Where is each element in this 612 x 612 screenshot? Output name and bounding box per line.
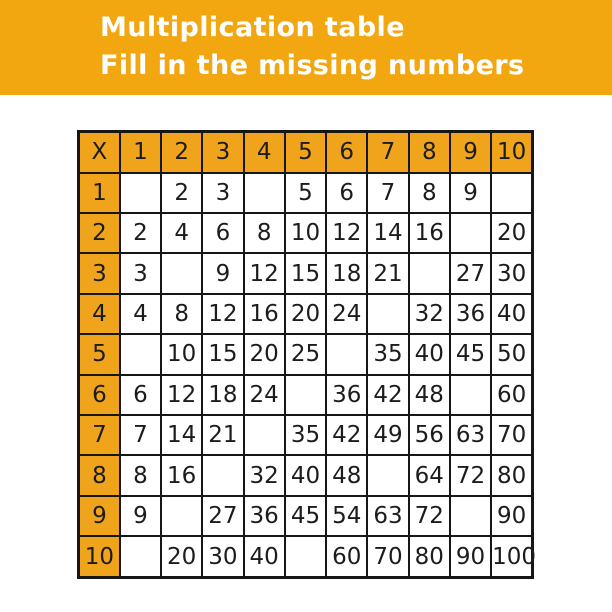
product-cell: 12 [244, 253, 285, 293]
product-cell: 63 [367, 496, 408, 536]
product-cell: 8 [244, 213, 285, 253]
product-cell: 6 [202, 213, 243, 253]
table-row-5 [79, 334, 533, 374]
table-row-4 [79, 294, 533, 334]
product-cell: 21 [202, 415, 243, 455]
worksheet-banner [0, 0, 612, 95]
product-cell: 60 [326, 536, 367, 577]
table-row-2 [79, 213, 533, 253]
column-header-2: 2 [161, 132, 202, 173]
product-cell: 35 [367, 334, 408, 374]
table-row-6 [79, 375, 533, 415]
product-cell: 16 [409, 213, 450, 253]
product-cell: 27 [202, 496, 243, 536]
product-cell: 7 [367, 173, 408, 213]
table-row-10 [79, 536, 533, 577]
table-row-3 [79, 253, 533, 293]
column-header-4: 4 [244, 132, 285, 173]
product-cell: 49 [367, 415, 408, 455]
product-cell: 32 [244, 455, 285, 495]
product-cell: 60 [491, 375, 532, 415]
column-header-7: 7 [367, 132, 408, 173]
product-cell: 8 [161, 294, 202, 334]
product-cell: 24 [244, 375, 285, 415]
row-header-6: 6 [79, 375, 120, 415]
empty-answer-cell[interactable] [367, 294, 408, 334]
corner-multiply-cell: X [79, 132, 120, 173]
empty-answer-cell[interactable] [326, 334, 367, 374]
product-cell: 8 [409, 173, 450, 213]
product-cell: 36 [244, 496, 285, 536]
empty-answer-cell[interactable] [450, 496, 491, 536]
row-header-8: 8 [79, 455, 120, 495]
empty-answer-cell[interactable] [244, 173, 285, 213]
product-cell: 72 [450, 455, 491, 495]
column-header-6: 6 [326, 132, 367, 173]
product-cell: 10 [161, 334, 202, 374]
empty-answer-cell[interactable] [367, 455, 408, 495]
product-cell: 9 [450, 173, 491, 213]
empty-answer-cell[interactable] [285, 536, 326, 577]
column-header-8: 8 [409, 132, 450, 173]
table-row-8 [79, 455, 533, 495]
table-row-1 [79, 173, 533, 213]
product-cell: 9 [202, 253, 243, 293]
product-cell: 90 [450, 536, 491, 577]
product-cell: 16 [161, 455, 202, 495]
product-cell: 12 [161, 375, 202, 415]
table-header-row [79, 132, 533, 173]
empty-answer-cell[interactable] [491, 173, 532, 213]
product-cell: 16 [244, 294, 285, 334]
empty-answer-cell[interactable] [120, 173, 161, 213]
empty-answer-cell[interactable] [409, 253, 450, 293]
worksheet-subtitle: Fill in the missing numbers [100, 50, 525, 81]
row-header-3: 3 [79, 253, 120, 293]
product-cell: 4 [120, 294, 161, 334]
column-header-5: 5 [285, 132, 326, 173]
product-cell: 80 [409, 536, 450, 577]
empty-answer-cell[interactable] [285, 375, 326, 415]
empty-answer-cell[interactable] [450, 375, 491, 415]
row-header-5: 5 [79, 334, 120, 374]
product-cell: 90 [491, 496, 532, 536]
product-cell: 8 [120, 455, 161, 495]
column-header-10: 10 [491, 132, 532, 173]
product-cell: 32 [409, 294, 450, 334]
product-cell: 42 [367, 375, 408, 415]
product-cell: 63 [450, 415, 491, 455]
product-cell: 40 [285, 455, 326, 495]
product-cell: 5 [285, 173, 326, 213]
product-cell: 45 [450, 334, 491, 374]
table-row-7 [79, 415, 533, 455]
product-cell: 14 [367, 213, 408, 253]
column-header-9: 9 [450, 132, 491, 173]
product-cell: 100 [491, 536, 532, 577]
product-cell: 50 [491, 334, 532, 374]
product-cell: 42 [326, 415, 367, 455]
row-header-4: 4 [79, 294, 120, 334]
product-cell: 48 [409, 375, 450, 415]
product-cell: 3 [202, 173, 243, 213]
product-cell: 12 [202, 294, 243, 334]
product-cell: 20 [491, 213, 532, 253]
product-cell: 4 [161, 213, 202, 253]
product-cell: 3 [120, 253, 161, 293]
product-cell: 10 [285, 213, 326, 253]
worksheet-title: Multiplication table [100, 12, 405, 43]
product-cell: 45 [285, 496, 326, 536]
product-cell: 20 [161, 536, 202, 577]
product-cell: 2 [120, 213, 161, 253]
product-cell: 36 [450, 294, 491, 334]
product-cell: 70 [491, 415, 532, 455]
product-cell: 40 [244, 536, 285, 577]
product-cell: 48 [326, 455, 367, 495]
product-cell: 20 [285, 294, 326, 334]
product-cell: 27 [450, 253, 491, 293]
product-cell: 9 [120, 496, 161, 536]
product-cell: 72 [409, 496, 450, 536]
product-cell: 24 [326, 294, 367, 334]
product-cell: 6 [120, 375, 161, 415]
product-cell: 40 [491, 294, 532, 334]
product-cell: 2 [161, 173, 202, 213]
empty-answer-cell[interactable] [202, 455, 243, 495]
product-cell: 64 [409, 455, 450, 495]
row-header-2: 2 [79, 213, 120, 253]
row-header-9: 9 [79, 496, 120, 536]
product-cell: 80 [491, 455, 532, 495]
product-cell: 14 [161, 415, 202, 455]
product-cell: 40 [409, 334, 450, 374]
product-cell: 36 [326, 375, 367, 415]
empty-answer-cell[interactable] [244, 415, 285, 455]
row-header-1: 1 [79, 173, 120, 213]
product-cell: 56 [409, 415, 450, 455]
empty-answer-cell[interactable] [161, 253, 202, 293]
product-cell: 6 [326, 173, 367, 213]
empty-answer-cell[interactable] [450, 213, 491, 253]
column-header-1: 1 [120, 132, 161, 173]
product-cell: 15 [202, 334, 243, 374]
multiplication-table [77, 130, 537, 579]
product-cell: 21 [367, 253, 408, 293]
product-cell: 54 [326, 496, 367, 536]
row-header-10: 10 [79, 536, 120, 577]
product-cell: 30 [491, 253, 532, 293]
product-cell: 18 [202, 375, 243, 415]
table-row-9 [79, 496, 533, 536]
empty-answer-cell[interactable] [161, 496, 202, 536]
product-cell: 12 [326, 213, 367, 253]
product-cell: 70 [367, 536, 408, 577]
column-header-3: 3 [202, 132, 243, 173]
product-cell: 18 [326, 253, 367, 293]
product-cell: 25 [285, 334, 326, 374]
product-cell: 30 [202, 536, 243, 577]
empty-answer-cell[interactable] [120, 536, 161, 577]
product-cell: 15 [285, 253, 326, 293]
empty-answer-cell[interactable] [120, 334, 161, 374]
product-cell: 35 [285, 415, 326, 455]
row-header-7: 7 [79, 415, 120, 455]
product-cell: 7 [120, 415, 161, 455]
product-cell: 20 [244, 334, 285, 374]
